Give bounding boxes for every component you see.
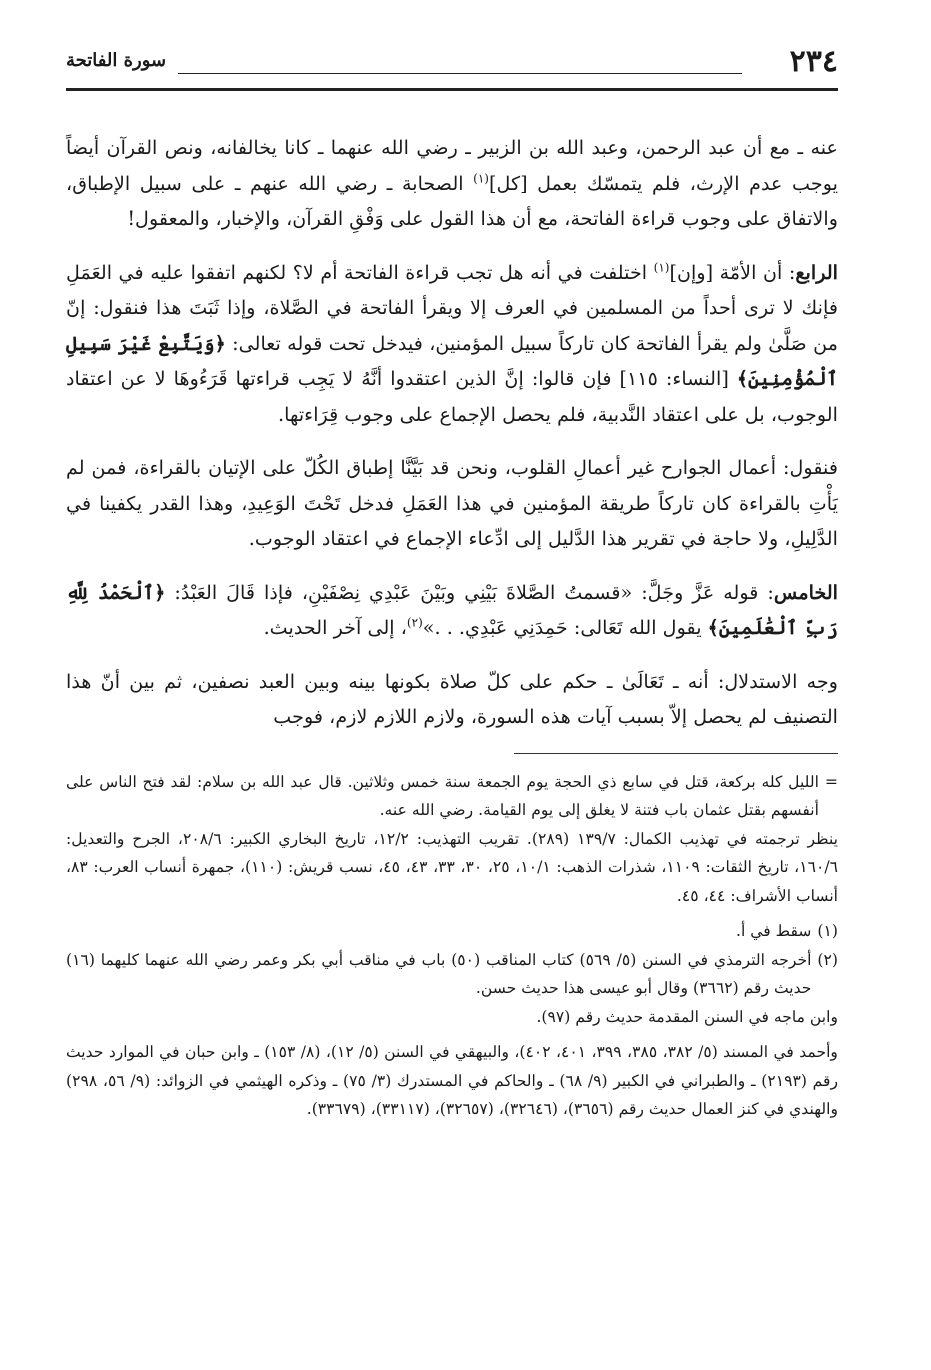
- footnote-separator: [514, 753, 838, 754]
- p1-text: عنه ـ مع أن عبد الرحمن، وعبد الله بن الزبير ـ رضي الله عنهما ـ كانا يخالفانه، ونص القرآن أيضاً يوجب عدم الإرث، فلم يتمسّك بعمل [كل]: [66, 136, 838, 195]
- p5-text: وجه الاستدلال: أنه ـ تَعَالَىٰ ـ حكم على كلّ صلاة بكونها بينه وبين العبد نصفين، ثم بين أنّ هذا التصنيف لم يحصل إلاّ بسبب آيات هذه السورة، ولازم اللازم لازم، فوجب: [66, 669, 838, 728]
- footnote-refs: ينظر ترجمته في تهذيب الكمال: ١٣٩/٧ (٢٨٩). تقريب التهذيب: ١٢/٢، تاريخ البخاري الكبير: ٢٠٨/٦، الجرح والتعديل: ١٦٠/٦، تاريخ الثقات: ١١٠٩، شذرات الذهب: ١٠/١، ٢٥، ٣٠، ٣٣، ٤٣، ٤٥، نسب قريش: (١١٠)، جمهرة أنساب العرب: ٨٣، أنساب الأشراف: ٤٤، ٤٥.: [66, 829, 838, 905]
- paragraph-3: [66, 450, 838, 557]
- footnote-ref-2[interactable]: (٢): [406, 615, 423, 630]
- footnote-2: [66, 946, 838, 1003]
- continuation-text: الليل كله بركعة، قتل في سابع ذي الحجة يوم الجمعة سنة خمس وثلاثين. قال عبد الله بن سلام: لقد فتح الناس على أنفسهم بقتل عثمان باب فتنة لا يغلق إلى يوم القيامة. رضي الله عنه.: [66, 772, 819, 819]
- page-header: [66, 30, 838, 88]
- p2-text-b: اختلفت في أنه هل تجب قراءة الفاتحة أم لا؟ لكنهم اتفقوا عليه في العَمَلِ فإنك لا ترى أحداً من المسلمين في العرف إلا ويقرأ الفاتحة في الصَّلاة، وإذا ثَبَتَ هذا فنقول: إنّ من صَلَّىٰ ولم يقرأ الفاتحة كان تاركاً سبيل المؤمنين، فيدخل تحت قوله تعالى:: [66, 260, 839, 355]
- paragraph-5: [66, 664, 838, 735]
- heading-fifth: الخامس: [773, 580, 839, 604]
- p3-text: فنقول: أعمال الجوارح غير أعمالِ القلوب، ونحن قد بَيَّنَّا إطباق الكُلّ على الإتيان بالقراءة، فمن لم يَأْتِ بالقراءة كان تاركاً طريقة المؤمنين في هذا العَمَلِ فدخل تَحْتَ الوَعِيدِ، وهذا القدر يكفينا في الدَّلِيلِ، ولا حاجة في تقرير هذا الدَّليل إلى ادِّعاء الإجماع في اعتقاد الوجوب.: [66, 456, 838, 550]
- footnote-1: [66, 917, 838, 946]
- header-rule: [178, 73, 742, 74]
- footnote-1-text: سقط في أ.: [736, 922, 812, 940]
- paragraph-fourth: [66, 255, 838, 433]
- page: [66, 30, 838, 1131]
- p2-text-a: : أن الأمّة [وإن]: [669, 260, 796, 284]
- p4-text-b: يقول الله تَعَالى: حَمِدَنِي عَبْدِي. . .»: [422, 616, 708, 639]
- p1-text-end: الصحابة ـ رضي الله عنهم ـ على سبيل الإطباق، والاتفاق على وجوب قراءة الفاتحة، مع أن هذا القول على وَفْقِ القرآن، والإخبار، والمعقول!: [66, 171, 838, 230]
- footnote-1-mark: (١): [817, 922, 838, 940]
- footnotes: [66, 768, 838, 1124]
- header-divider: [66, 88, 838, 91]
- footnote-2-ibn-majah: وابن ماجه في السنن المقدمة حديث رقم (٩٧).: [536, 1007, 838, 1026]
- page-number: ٢٣٤: [789, 44, 838, 79]
- paragraph-1: [66, 130, 838, 237]
- p4-text-a: : قوله عَزَّ وجَلَّ: «قسمتُ الصَّلاةَ بَيْنِي وبَيْنَ عَبْدِي نِصْفَيْنِ، فإذا قَالَ العَبْدُ:: [165, 580, 774, 604]
- footnote-2-text: أخرجه الترمذي في السنن (٥/ ٥٦٩) كتاب المناقب (٥٠) باب في مناقب أبي بكر وعمر رضي الله عنهما كليهما (١٦) حديث رقم (٣٦٦٢) وقال أبو عيسى هذا حديث حسن.: [66, 950, 812, 997]
- p4-text-c: ، إلى آخر الحديث.: [263, 616, 407, 639]
- surah-title: سورة الفاتحة: [66, 50, 167, 71]
- footnote-ref-1[interactable]: (١): [473, 171, 489, 186]
- footnote-2-ahmad: وأحمد في المسند (٥/ ٣٨٢، ٣٨٥، ٣٩٩، ٤٠١، ٤٠٢)، والبيهقي في السنن (٥/ ١٢)، (٨/ ١٥٣) ـ وابن حبان في الموارد حديث رقم (٢١٩٣) ـ والطبراني في الكبير (٩/ ٦٨) ـ والحاكم في المستدرك (٣/ ٧٥) ـ وذكره الهيثمي في الزوائد: (٩/ ٥٦، ٢٩٨) والهندي في كنز العمال حديث رقم (٣٦٥٦)، (٣٢٦٤٦)، (٣٢٦٥٧)، (٣٣١١٧)، (٣٣٦٧٩).: [66, 1043, 838, 1118]
- footnote-ref-1b[interactable]: (١): [653, 260, 670, 275]
- p2-text-c: [النساء: ١١٥] فإن قالوا: إنَّ الذين اعتقدوا أنَّهُ لا يَجِب قراءتها قَرَءُوهَا لا عن اعتقاد الوجوب، بل على اعتقاد النَّدبية، فلم يحصل الإجماع على وجوب قِرَاءتها.: [66, 367, 838, 426]
- paragraph-fifth: [66, 575, 838, 646]
- continuation-mark: =: [824, 772, 838, 791]
- footnote-2-mark: (٢): [817, 950, 838, 969]
- heading-fourth: الرابع: [795, 260, 838, 284]
- footnote-continuation: [66, 768, 838, 825]
- quran-verse-fatiha: ﴿ٱلْحَمْدُ لِلَّهِ رَبِّ ٱلْعَٰلَمِينَ﴾: [66, 580, 838, 639]
- main-text: [66, 130, 838, 735]
- quran-verse-nisa: ﴿وَيَتَّبِعْ غَيْرَ سَبِيلِ ٱلْمُؤْمِنِينَ﴾: [66, 331, 838, 390]
